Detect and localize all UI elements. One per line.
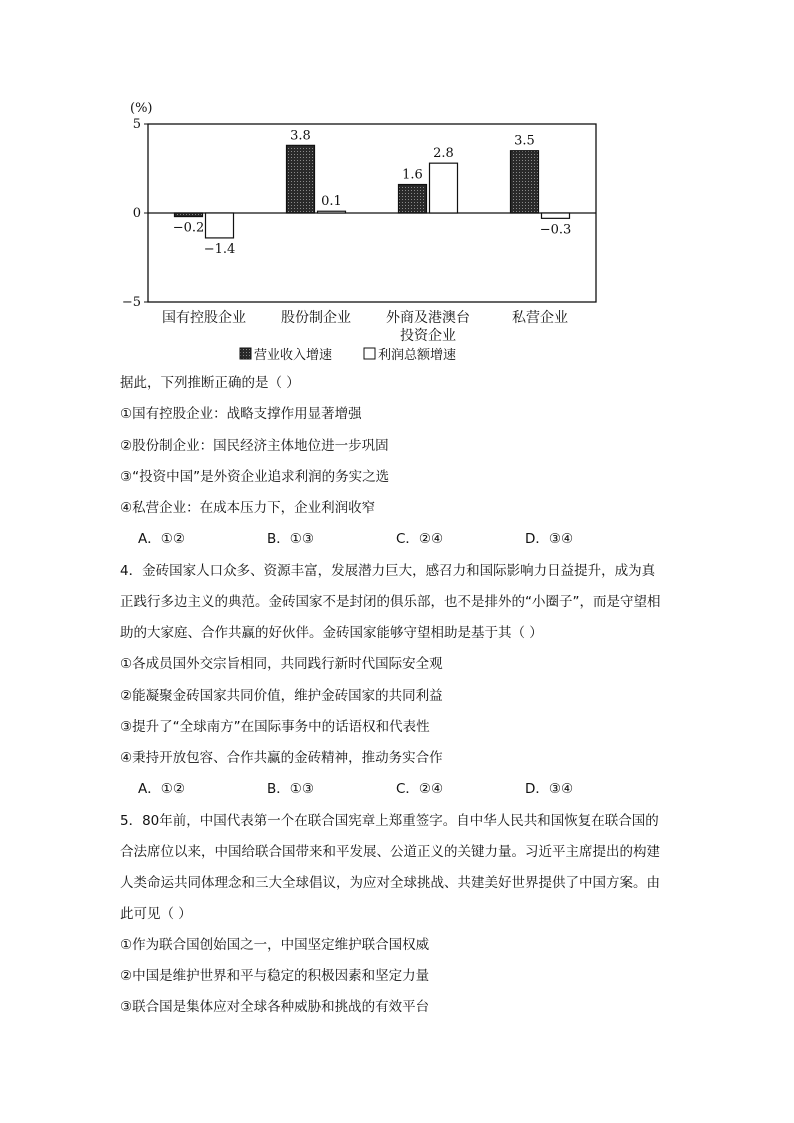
q4-item-1: ①各成员国外交宗旨相同，共同践行新时代国际安全观 — [120, 656, 443, 672]
legend-label-revenue: 营业收入增速 — [254, 348, 333, 363]
q4-item-3: ③提升了“全球南方”在国际事务中的话语权和代表性 — [120, 719, 430, 735]
bar-profit-3 — [542, 213, 570, 218]
bar-profit-2 — [430, 163, 458, 213]
category-label-2: 外商及港澳台 — [386, 310, 470, 326]
q5-item-2: ②中国是维护世界和平与稳定的积极因素和坚定力量 — [120, 968, 430, 984]
q5-item-1: ①作为联合国创始国之一，中国坚定维护联合国权威 — [120, 937, 430, 953]
bar-revenue-0 — [175, 213, 203, 217]
value-label-revenue-0: −0.2 — [172, 220, 205, 236]
q4-option-d[interactable]: D．③④ — [525, 781, 574, 797]
y-axis-unit: (%) — [130, 101, 153, 116]
q3-option-d[interactable]: D．③④ — [525, 531, 574, 547]
bar-revenue-3 — [511, 151, 539, 213]
q3-item-1: ①国有控股企业：战略支撑作用显著增强 — [120, 406, 362, 422]
q4-option-b[interactable]: B．①③ — [267, 781, 314, 797]
q5-stem: 5．80年前，中国代表第一个在联合国宪章上郑重签字。自中华人民共和国恢复在联合国的 合法席位以来，中国给联合国带来和平发展、公道正义的关键力量。习近平主席提出的构建 人类命运共同体理念和三大全球倡议，为应对全球挑战、共建美好世界提供了中国方案。由 此可见（ ） — [120, 813, 660, 922]
category-label-2: 投资企业 — [400, 328, 456, 344]
bar-profit-1 — [318, 211, 346, 213]
q3-option-a[interactable]: A．①② — [138, 531, 185, 547]
value-label-profit-1: 0.1 — [321, 194, 342, 210]
q4-stem: 4．金砖国家人口众多、资源丰富，发展潜力巨大，感召力和国际影响力日益提升，成为真 正践行多边主义的典范。金砖国家不是封闭的俱乐部，也不是排外的“小圈子”，而是守望相 助的大家庭、合作共赢的好伙伴。金砖国家能够守望相助是基于其（ ） — [120, 563, 661, 641]
q4-item-2: ②能凝聚金砖国家共同价值，维护金砖国家的共同利益 — [120, 688, 443, 704]
bar-revenue-2 — [399, 185, 427, 213]
y-tick-label: 0 — [132, 206, 141, 221]
value-label-revenue-1: 3.8 — [290, 128, 311, 144]
q3-item-4: ④私营企业：在成本压力下，企业利润收窄 — [120, 500, 376, 516]
q3-option-b[interactable]: B．①③ — [267, 531, 314, 547]
bar-profit-0 — [206, 213, 234, 238]
value-label-profit-2: 2.8 — [433, 146, 454, 162]
bar-revenue-1 — [287, 145, 315, 213]
category-label-0: 国有控股企业 — [162, 310, 246, 326]
q4-option-c[interactable]: C．②④ — [396, 781, 444, 797]
value-label-revenue-3: 3.5 — [514, 133, 535, 149]
y-tick-label: 5 — [132, 117, 141, 132]
q3-item-3: ③“投资中国”是外资企业追求利润的务实之选 — [120, 469, 390, 485]
q4-item-4: ④秉持开放包容、合作共赢的金砖精神，推动务实合作 — [120, 750, 443, 766]
legend-swatch-profit — [364, 348, 375, 359]
value-label-profit-0: −1.4 — [203, 241, 236, 257]
value-label-profit-3: −0.3 — [539, 222, 572, 238]
q3-option-c[interactable]: C．②④ — [396, 531, 444, 547]
bar-chart — [110, 96, 610, 368]
q4-options — [138, 779, 654, 799]
value-label-revenue-2: 1.6 — [402, 167, 423, 183]
q5-item-3: ③联合国是集体应对全球各种威胁和挑战的有效平台 — [120, 999, 430, 1015]
q4-option-a[interactable]: A．①② — [138, 781, 185, 797]
category-label-1: 股份制企业 — [281, 310, 351, 326]
q3-stem: 据此，下列推断正确的是（ ） — [120, 375, 300, 391]
category-label-3: 私营企业 — [512, 310, 568, 326]
legend-swatch-revenue — [240, 348, 251, 359]
q3-options — [138, 529, 654, 549]
q3-item-2: ②股份制企业：国民经济主体地位进一步巩固 — [120, 438, 389, 454]
legend-label-profit: 利润总额增速 — [378, 348, 457, 363]
y-tick-label: −5 — [121, 295, 141, 310]
